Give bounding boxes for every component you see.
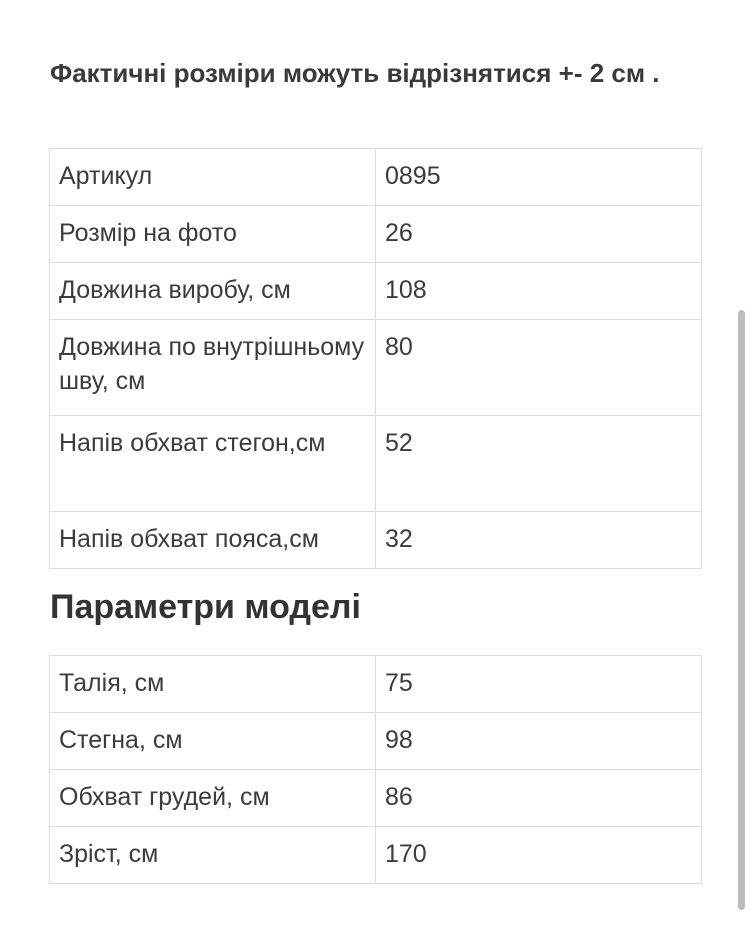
table-row [50,827,702,884]
spec-key: Артикул [50,149,376,206]
param-key: Талія, см [50,656,376,713]
table-row [50,512,702,569]
spec-value: 26 [376,206,702,263]
param-value: 86 [376,770,702,827]
param-value: 98 [376,713,702,770]
param-key: Стегна, см [50,713,376,770]
product-specs-table [49,148,702,569]
param-value: 170 [376,827,702,884]
spec-value: 32 [376,512,702,569]
param-value: 75 [376,656,702,713]
spec-key: Довжина по внутрішньому шву, см [50,320,376,416]
vertical-scrollbar[interactable] [738,310,745,910]
table-row [50,320,702,416]
model-params-table [49,655,702,884]
spec-key: Розмір на фото [50,206,376,263]
spec-key: Довжина виробу, см [50,263,376,320]
table-row [50,206,702,263]
table-row [50,263,702,320]
table-row [50,149,702,206]
spec-key: Напів обхват пояса,см [50,512,376,569]
size-disclaimer: Фактичні розміри можуть відрізнятися +- 2 см . [50,58,660,88]
spec-key: Напів обхват стегон,см [50,416,376,512]
spec-value: 52 [376,416,702,512]
model-params-heading: Параметри моделі [50,588,361,626]
table-row [50,656,702,713]
param-key: Обхват грудей, см [50,770,376,827]
spec-value: 108 [376,263,702,320]
spec-value: 0895 [376,149,702,206]
table-row [50,416,702,512]
table-row [50,770,702,827]
param-key: Зріст, см [50,827,376,884]
spec-value: 80 [376,320,702,416]
table-row [50,713,702,770]
